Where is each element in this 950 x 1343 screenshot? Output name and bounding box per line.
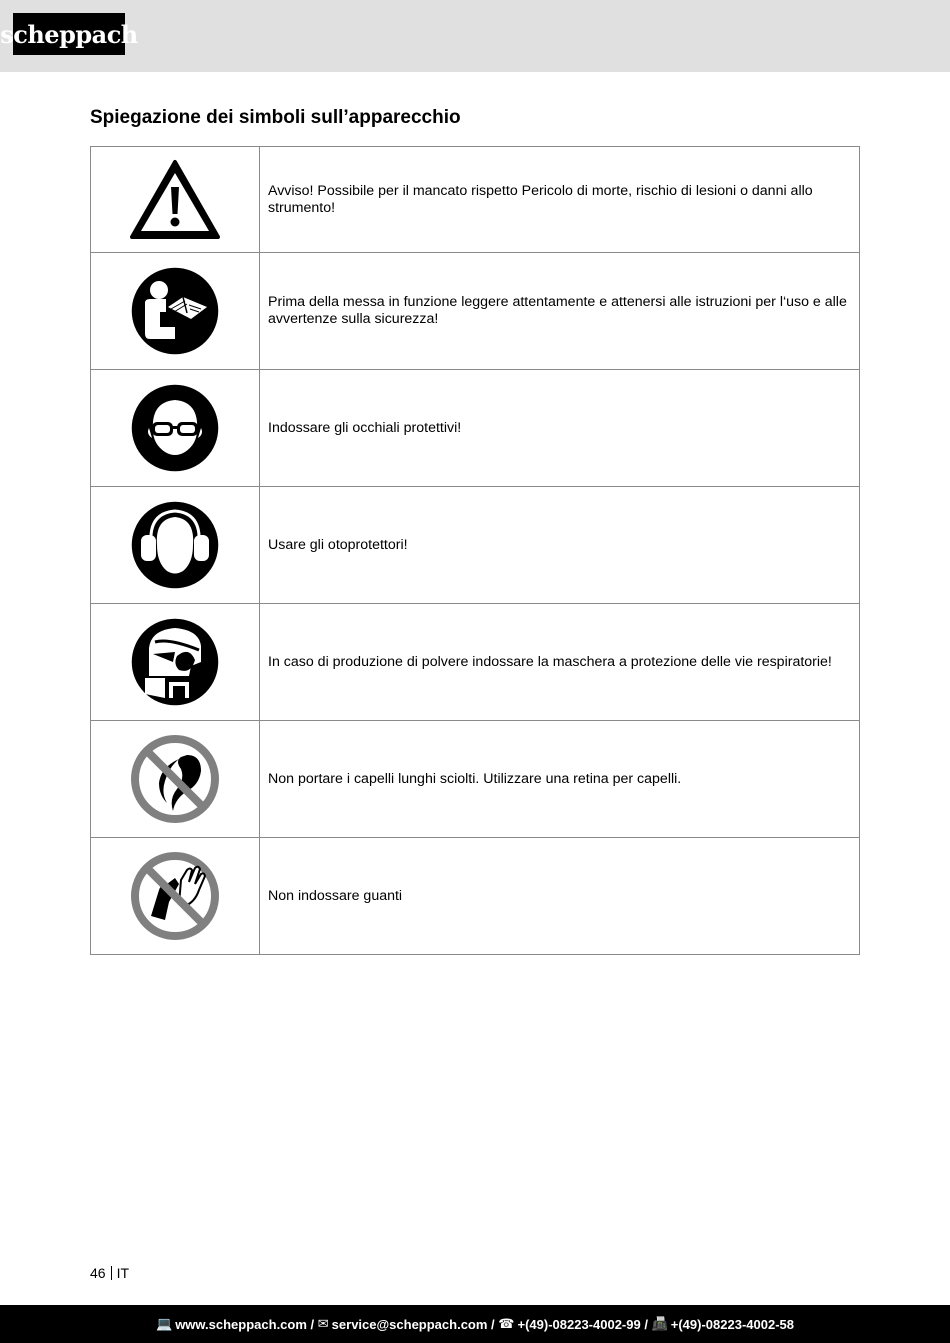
table-row xyxy=(91,487,860,604)
symbol-description: Avviso! Possibile per il mancato rispetto Pericolo di morte, rischio di lesioni o danni allo strumento! xyxy=(260,147,860,253)
symbol-description: Non indossare guanti xyxy=(260,838,860,955)
page-number xyxy=(90,1265,129,1281)
footer-separator: / xyxy=(640,1316,652,1332)
footer-website: www.scheppach.com xyxy=(175,1316,307,1332)
table-row xyxy=(91,604,860,721)
warning-triangle-icon xyxy=(129,159,221,241)
footer-separator: / xyxy=(306,1316,318,1332)
computer-icon: 💻 xyxy=(156,1316,173,1331)
footer-phone: +(49)-08223-4002-99 xyxy=(517,1316,641,1332)
read-manual-icon xyxy=(129,265,221,357)
symbol-description: Non portare i capelli lunghi sciolti. Utilizzare una retina per capelli. xyxy=(260,721,860,838)
divider xyxy=(111,1266,112,1280)
icon-cell xyxy=(91,721,260,838)
ear-protection-icon xyxy=(129,499,221,591)
safety-glasses-icon xyxy=(129,382,221,474)
section-title: Spiegazione dei simboli sull’apparecchio xyxy=(90,107,461,128)
icon-cell xyxy=(91,253,260,370)
icon-cell xyxy=(91,370,260,487)
icon-cell xyxy=(91,487,260,604)
table-row xyxy=(91,370,860,487)
footer-separator: / xyxy=(487,1316,499,1332)
table-row xyxy=(91,838,860,955)
icon-cell xyxy=(91,147,260,253)
page-language: IT xyxy=(116,1265,130,1281)
table-row xyxy=(91,721,860,838)
fax-icon: 📠 xyxy=(651,1316,668,1331)
page-footer xyxy=(0,1305,950,1343)
icon-cell xyxy=(91,604,260,721)
no-gloves-icon xyxy=(129,850,221,942)
scheppach-logo: scheppach xyxy=(13,13,125,55)
icon-cell xyxy=(91,838,260,955)
page-number-value: 46 xyxy=(90,1265,106,1281)
symbol-description: In caso di produzione di polvere indossare la maschera a protezione delle vie respiratorie! xyxy=(260,604,860,721)
footer-fax: +(49)-08223-4002-58 xyxy=(670,1316,794,1332)
symbol-description: Indossare gli occhiali protettivi! xyxy=(260,370,860,487)
table-row xyxy=(91,253,860,370)
no-loose-hair-icon xyxy=(129,733,221,825)
phone-icon: ☎ xyxy=(498,1316,515,1331)
symbols-table xyxy=(90,146,860,955)
footer-email: service@scheppach.com xyxy=(331,1316,488,1332)
symbol-description: Usare gli otoprotettori! xyxy=(260,487,860,604)
page-header xyxy=(0,0,950,72)
table-row xyxy=(91,147,860,253)
dust-mask-icon xyxy=(129,616,221,708)
mail-icon: ✉ xyxy=(317,1316,329,1331)
symbol-description: Prima della messa in funzione leggere attentamente e attenersi alle istruzioni per l‘uso e alle avvertenze sulla sicurezza! xyxy=(260,253,860,370)
